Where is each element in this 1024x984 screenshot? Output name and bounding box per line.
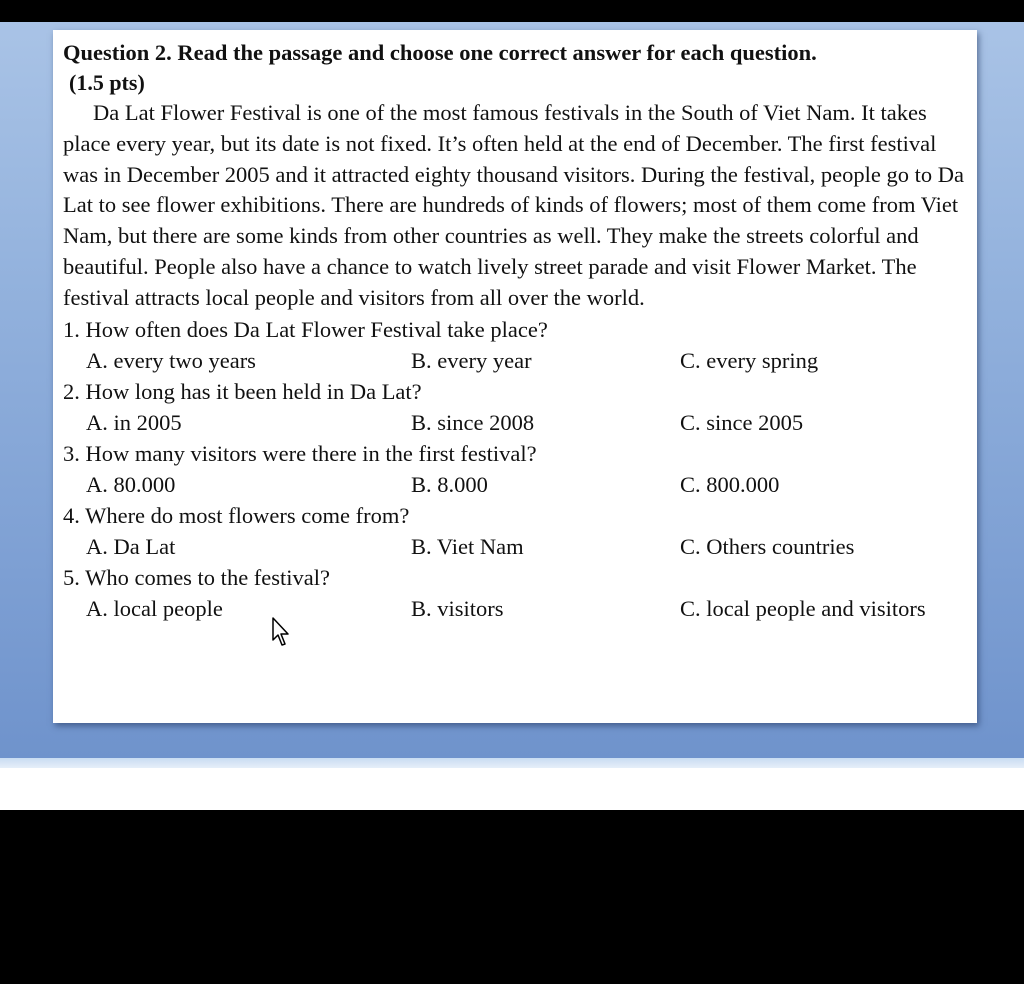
question-text: 5. Who comes to the festival? xyxy=(63,564,331,590)
question-points: (1.5 pts) xyxy=(69,70,145,95)
option-c[interactable]: C. every spring xyxy=(680,347,819,373)
top-black-bar xyxy=(0,0,1024,22)
question-title: Question 2. Read the passage and choose one correct answer for each question. xyxy=(63,40,817,65)
option-b[interactable]: B. every year xyxy=(411,347,532,373)
slide-bottom-edge xyxy=(0,758,1024,768)
answer-options xyxy=(63,407,967,438)
question-card xyxy=(53,30,977,723)
question-text: 3. How many visitors were there in the first festival? xyxy=(63,440,537,466)
answer-options xyxy=(63,593,967,624)
option-a[interactable]: A. Da Lat xyxy=(86,533,176,559)
option-a[interactable]: A. every two years xyxy=(86,347,256,373)
option-b[interactable]: B. visitors xyxy=(411,595,504,621)
option-c[interactable]: C. Others countries xyxy=(680,533,855,559)
question-item xyxy=(63,376,967,438)
option-c[interactable]: C. local people and visitors xyxy=(680,595,926,621)
option-a[interactable]: A. in 2005 xyxy=(86,409,182,435)
option-b[interactable]: B. 8.000 xyxy=(411,471,488,497)
option-a[interactable]: A. 80.000 xyxy=(86,471,176,497)
question-text: 4. Where do most flowers come from? xyxy=(63,502,410,528)
answer-options xyxy=(63,469,967,500)
option-b[interactable]: B. since 2008 xyxy=(411,409,535,435)
answer-options xyxy=(63,531,967,562)
question-item xyxy=(63,500,967,562)
question-item xyxy=(63,314,967,376)
option-c[interactable]: C. since 2005 xyxy=(680,409,804,435)
question-list xyxy=(63,314,967,624)
bottom-black-bar xyxy=(0,810,1024,984)
answer-options xyxy=(63,345,967,376)
option-a[interactable]: A. local people xyxy=(86,595,223,621)
option-b[interactable]: B. Viet Nam xyxy=(411,533,524,559)
question-item xyxy=(63,562,967,624)
option-c[interactable]: C. 800.000 xyxy=(680,471,780,497)
mouse-pointer-icon xyxy=(272,617,292,647)
question-text: 1. How often does Da Lat Flower Festival take place? xyxy=(63,316,548,342)
white-strip xyxy=(0,768,1024,810)
reading-passage: Da Lat Flower Festival is one of the most famous festivals in the South of Viet Nam. It takes place every year, but its date is not fixed. It’s often held at the end of December. The first festival was in December 2005 and it attracted eighty thousand visitors. During the festival, people go to Da Lat to see flower exhibitions. There are hundreds of kinds of flowers; most of them come from Viet Nam, but there are some kinds from other countries as well. They make the streets colorful and beautiful. People also have a chance to watch lively street parade and visit Flower Market. The festival attracts local people and visitors from all over the world. xyxy=(63,100,965,310)
question-item xyxy=(63,438,967,500)
question-text: 2. How long has it been held in Da Lat? xyxy=(63,378,422,404)
